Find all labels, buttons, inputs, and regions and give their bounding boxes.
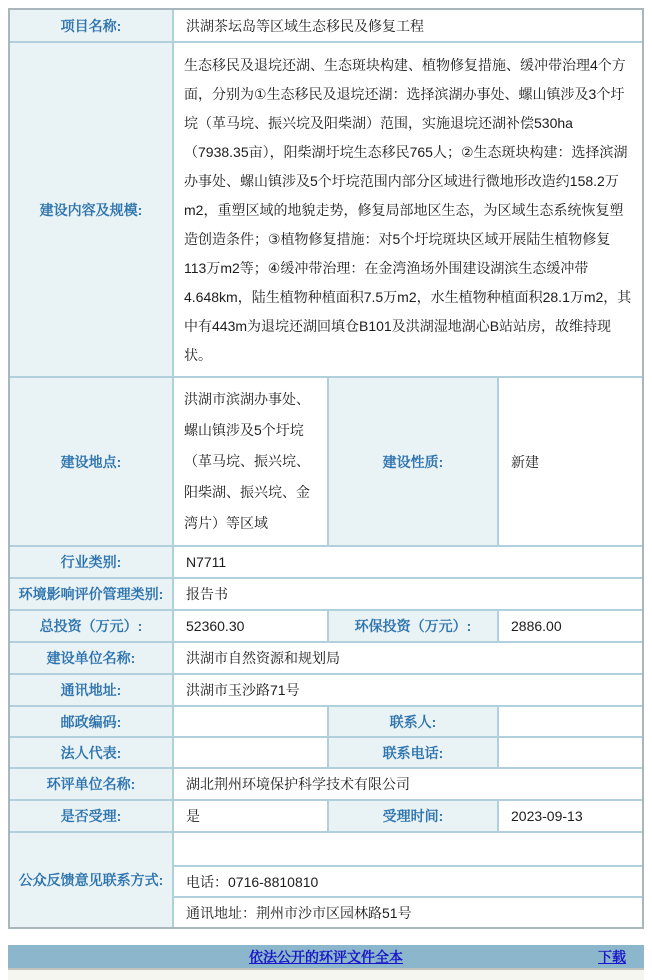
legal-representative-value — [172, 738, 327, 767]
eia-acceptance-form-table — [8, 8, 644, 929]
row-eia-unit — [10, 767, 642, 799]
location-label: 建设地点: — [10, 378, 172, 545]
eia-fulltext-link[interactable]: 依法公开的环评文件全本 — [249, 949, 403, 965]
row-location-nature — [10, 376, 642, 545]
eia-management-category-value: 报告书 — [172, 579, 642, 609]
contact-person-label: 联系人: — [327, 707, 497, 736]
mailing-address-label: 通讯地址: — [10, 675, 172, 705]
accepted-value: 是 — [172, 801, 327, 831]
row-construction-content — [10, 41, 642, 376]
construction-unit-value: 洪湖市自然资源和规划局 — [172, 643, 642, 673]
download-link[interactable]: 下载 — [598, 949, 626, 965]
row-public-feedback — [10, 831, 642, 927]
contact-person-value — [497, 707, 642, 736]
acceptance-time-label: 受理时间: — [327, 801, 497, 831]
legal-representative-label: 法人代表: — [10, 738, 172, 767]
location-value: 洪湖市滨湖办事处、螺山镇涉及5个圩垸（革马垸、振兴垸、阳柴湖、振兴垸、金湾片）等区域 — [172, 378, 327, 545]
row-postcode-contact — [10, 705, 642, 736]
public-feedback-label: 公众反馈意见联系方式: — [10, 833, 172, 927]
row-acceptance — [10, 799, 642, 831]
row-investment — [10, 609, 642, 641]
total-investment-value: 52360.30 — [172, 611, 327, 641]
postal-code-label: 邮政编码: — [10, 707, 172, 736]
public-feedback-phone: 电话：0716-8810810 — [174, 865, 642, 896]
row-legal-phone — [10, 736, 642, 767]
row-construction-unit — [10, 641, 642, 673]
postal-code-value — [172, 707, 327, 736]
public-feedback-empty-line — [174, 833, 642, 865]
mailing-address-value: 洪湖市玉沙路71号 — [172, 675, 642, 705]
project-name-label: 项目名称: — [10, 10, 172, 41]
row-eia-management-category — [10, 577, 642, 609]
project-name-value: 洪湖茶坛岛等区域生态移民及修复工程 — [172, 10, 642, 41]
eia-unit-label: 环评单位名称: — [10, 769, 172, 799]
contact-phone-value — [497, 738, 642, 767]
eia-unit-value: 湖北荆州环境保护科学技术有限公司 — [172, 769, 642, 799]
construction-content-label: 建设内容及规模: — [10, 43, 172, 376]
industry-category-label: 行业类别: — [10, 547, 172, 577]
construction-unit-label: 建设单位名称: — [10, 643, 172, 673]
bottom-spacer — [8, 970, 644, 980]
row-industry-category — [10, 545, 642, 577]
public-feedback-address: 通讯地址：荆州市沙市区园林路51号 — [174, 896, 642, 927]
footer-bar — [8, 945, 644, 970]
nature-value: 新建 — [497, 378, 642, 545]
industry-category-value: N7711 — [172, 547, 642, 577]
eia-management-category-label: 环境影响评价管理类别: — [10, 579, 172, 609]
row-mailing-address — [10, 673, 642, 705]
contact-phone-label: 联系电话: — [327, 738, 497, 767]
row-project-name — [10, 10, 642, 41]
construction-content-value: 生态移民及退垸还湖、生态斑块构建、植物修复措施、缓冲带治理4个方面，分别为①生态移民及退垸还湖：选择滨湖办事处、螺山镇涉及3个圩垸（革马垸、振兴垸及阳柴湖）范围，实施退垸还湖补偿530ha（7938.35亩），阳柴湖圩垸生态移民765人；②生态斑块构建：选择滨湖办事处、螺山镇涉及5个圩垸范围内部分区域进行微地形改造约158.2万m2，重塑区域的地貌走势，修复局部地区生态，为区域生态系统恢复塑造创造条件；③植物修复措施：对5个圩垸斑块区域开展陆生植物修复113万m2等；④缓冲带治理：在金湾渔场外围建设湖滨生态缓冲带4.648km，陆生植物种植面积7.5万m2，水生植物种植面积28.1万m2，其中有443m为退垸还湖回填仓B101及洪湖湿地湖心B站站房，故维持现状。 — [172, 43, 642, 376]
nature-label: 建设性质: — [327, 378, 497, 545]
public-feedback-value-group — [172, 833, 642, 927]
total-investment-label: 总投资（万元）: — [10, 611, 172, 641]
acceptance-time-value: 2023-09-13 — [497, 801, 642, 831]
env-investment-label: 环保投资（万元）: — [327, 611, 497, 641]
env-investment-value: 2886.00 — [497, 611, 642, 641]
accepted-label: 是否受理: — [10, 801, 172, 831]
